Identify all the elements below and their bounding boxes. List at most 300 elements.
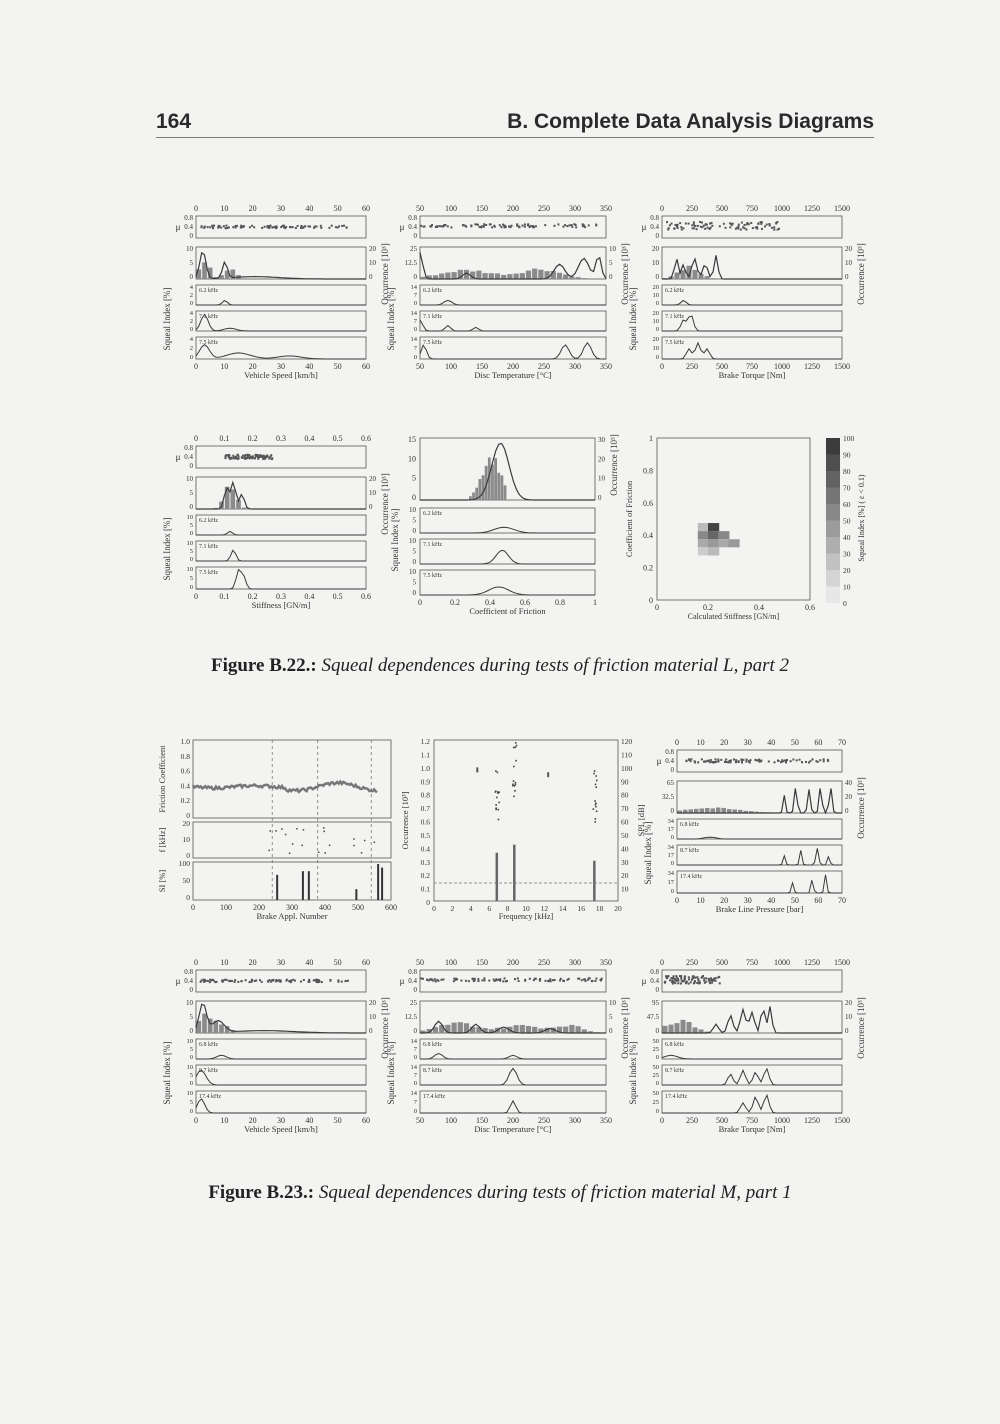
b23-spectrum-xtick: 10 [522,904,530,913]
b23-time-tick: 0 [186,851,190,860]
b23-time-si-spike [302,871,304,900]
b23-speed-mu-tick: 0.4 [184,977,193,985]
b22-speed-strip-frame [196,337,366,359]
b22-torque-mu-point [737,226,739,228]
b23-pressure-mu-point [694,760,696,762]
b23-time-si-spike [377,864,379,900]
b22-torque-mu-point [685,223,687,225]
b22-stiffness-mu-point [247,455,249,457]
b22-speed-bottom-tick: 0 [194,362,198,371]
b23-pressure-si-tick: 0 [670,807,674,815]
b22-temp-ylabel-right: Occurrence [10³] [620,243,630,305]
b23-torque-mu-point [705,981,707,983]
b23-speed-mode-line [196,1099,366,1113]
b23-speed-hist-bar [219,1024,224,1033]
b23-time-xlabel: Brake Appl. Number [256,911,328,921]
b23-pressure-mode-tick: 0 [670,888,674,895]
b23-pressure-ylabel: Squeal Index [%] [643,821,653,885]
b22-friction-hist-bar [491,465,494,500]
b23-spectrum-ytick-left: 0.3 [420,857,430,867]
b23-temp-hist-bar [576,1026,581,1033]
b22-torque-mu-point [696,228,698,230]
b23-pressure-top-tick: 0 [675,738,679,747]
b22-torque-top-tick: 1250 [804,204,820,213]
b23-speed-si-tick: 5 [189,1013,193,1021]
b23-torque-mu-tick: 0 [655,986,659,994]
b23-speed-mu-point [267,981,269,983]
b22-stiffness-mu-point [228,454,230,456]
b22-temp-mu-point [420,225,422,227]
b23-speed-top-tick: 50 [333,958,342,967]
b22-torque-mu-point [757,222,759,224]
b23-speed-mu-point [202,979,204,981]
b22-friction-si-tick: 15 [408,435,416,444]
b22-torque-mu-point [703,225,705,227]
b22-torque-mu-point [667,228,669,230]
b23-temp-top-tick: 350 [600,958,612,967]
b23-speed-mode-line [196,1055,366,1059]
b23-pressure-mu-point [778,760,780,762]
b22-temp-mu-point [464,225,466,227]
b23-pressure-top-tick: 40 [767,738,776,747]
b22-stiffness-mu-point [232,455,234,457]
b23-time-freq-point [268,850,270,852]
b22-torque-mu-point [735,228,737,230]
b23-spectrum-xtick: 20 [614,904,622,913]
b23-temp-bottom-tick: 250 [538,1116,550,1125]
b23-spectrum-ytick-left: 1.2 [420,737,430,746]
b23-pressure-mu-point [735,759,737,761]
b22-friction-ylabel: Squeal Index [%] [390,508,400,572]
b22-torque-mu-point [706,227,708,229]
b23-torque-mu-point [698,982,700,984]
b23-pressure-mu-point [815,760,817,762]
b23-torque-mu-point [666,976,668,978]
b22-heatmap-colorbar-tick: 100 [843,434,855,443]
b22-heatmap-cell [708,531,719,539]
b23-temp-hist-bar [563,1027,568,1033]
b22-torque-mu-point [706,224,708,226]
b23-pressure-mu-point [823,758,825,760]
b23-time-tick: 20 [182,819,190,828]
b22-temp-hist-bar [476,271,481,279]
b23-torque-mu-point [677,978,679,980]
b23-pressure-mu-point [717,759,719,761]
b23-time-mu-trace [193,782,377,793]
b22-torque-mu-point [725,227,727,229]
b22-torque-top-tick: 0 [660,204,664,213]
b22-heatmap-colorbar-cell [826,504,840,521]
b22-stiffness-mu-point [271,458,273,460]
b22-temp-mode-tick: 0 [413,354,417,361]
b23-pressure-si-tick: 65 [667,779,674,787]
b23-time-bottom-tick: 500 [352,903,364,912]
b22-temp-mode-tick: 0 [413,326,417,333]
b23-torque-count-tick: 20 [845,999,852,1007]
b22-heatmap-colorbar-tick: 20 [843,566,851,575]
b23-torque-mu-point [713,979,715,981]
b23-time-freq-point [329,845,331,847]
b22-speed-mu-point [280,226,282,228]
b22-stiffness-mu-point [234,456,236,458]
b23-spectrum-xtick: 4 [468,904,473,913]
b22-stiffness-mu-label: μ [175,452,181,462]
b22-friction-hist-bar [482,475,485,500]
b23-pressure-mu-point [801,761,803,763]
b23-time-freq-point [275,830,277,832]
b23-spectrum-ytick-left: 0.4 [420,844,430,854]
page-number: 164 [156,110,192,133]
b23-speed-mu-point [294,980,296,982]
b22-temp-mu-point [532,225,534,227]
b22-temp-mu-point [430,226,432,228]
b23-speed-mu-point [207,980,209,982]
b22-temp-mu-point [554,225,556,227]
b22-torque-bottom-tick: 0 [660,362,664,371]
b22-torque-mu-point [750,222,752,224]
b23-temp-mu-point [442,978,444,980]
b23-temp-mu-point [460,980,462,982]
b22-temp-mu-point [439,225,441,227]
b22-speed-mu-point [207,226,209,228]
b22-temp-hist-bar [514,274,519,279]
b23-pressure-mu-point [812,758,814,760]
b22-torque-mu-point [748,223,750,225]
b22-speed-strip-frame [196,247,366,279]
b23-temp-mode-tick: 7 [413,1072,417,1079]
b22-temp-mu-point [470,225,472,227]
b23-spectrum-spl-point [515,782,517,784]
b22-temp-mu-point [442,225,444,227]
b23-torque-mu-point [669,979,671,981]
b23-temp-bottom-tick: 350 [600,1116,612,1125]
b23-pressure-bottom-tick: 60 [814,896,823,905]
b23-speed-mode-tick: 0 [189,1080,193,1087]
b23-speed-si-tick: 0 [189,1027,193,1035]
b22-temp-mu-point [422,226,424,228]
b23-speed-bottom-tick: 50 [333,1116,342,1125]
b23-pressure-mu-point [690,758,692,760]
b23-pressure-mode-label: 17.4 kHz [680,874,702,880]
b22-temp-hist-bar [495,273,500,279]
b22-torque-mu-point [711,225,713,227]
b22-heatmap-xtick: 0 [655,603,659,612]
b22-temp-mu-label: μ [399,222,405,232]
b23-temp-hist-bar [458,1022,463,1033]
b23-pressure-strip-frame [677,845,842,865]
b23-torque-count-tick: 0 [845,1027,849,1035]
b22-torque-strip-frame [662,285,842,305]
b23-spectrum-ytick-right: 10 [621,884,629,894]
b22-heatmap-colorbar-tick: 80 [843,467,851,476]
b22-stiffness-mode-tick: 0 [189,530,193,537]
b22-speed-mode-tick: 2 [189,292,193,299]
b23-speed-bottom-tick: 10 [220,1116,229,1125]
b22-heatmap-cell [728,539,739,547]
b23-speed-mu-point [249,981,251,983]
b23-torque-ylabel: Squeal Index [%] [628,1041,638,1105]
b23-torque-strip-frame [662,1065,842,1085]
b23-temp-bottom-tick: 50 [416,1116,424,1125]
b22-temp-mu-point [499,224,501,226]
b22-torque-mu-point [766,224,768,226]
b22-torque-mode-line [662,343,842,359]
b23-torque-mu-point [674,979,676,981]
b23-temp-mode-tick: 0 [413,1054,417,1061]
b22-friction-si-tick: 0 [412,493,416,502]
b23-temp-mu-point [518,980,520,982]
b22-speed-mode-label: 6.2 kHz [199,288,218,294]
b22-torque-mode-label: 6.2 kHz [665,288,684,294]
b22-torque-xlabel: Brake Torque [Nm] [718,370,786,380]
b22-torque-mu-point [711,222,713,224]
b23-torque-mode-tick: 0 [655,1080,659,1087]
b23-pressure-hist-bar [694,809,699,813]
b22-friction-si-line [420,444,595,501]
b22-heatmap-colorbar-cell [826,537,840,554]
b22-temp-mu-point [474,223,476,225]
b22-friction-xlabel: Coefficient of Friction [469,606,546,616]
b22-torque-count-tick: 0 [845,273,849,281]
b23-temp-hist-bar [520,1025,525,1033]
b22-heatmap-colorbar-tick: 60 [843,500,851,509]
b23-speed-top-tick: 60 [362,958,370,967]
b22-friction-mode-tick: 0 [412,589,416,597]
b23-torque-ylabel-right: Occurrence [10³] [856,997,866,1059]
b22-friction-mode-label: 7.1 kHz [423,542,442,548]
b22-stiffness-mu-point [225,457,227,459]
b23-spectrum-ytick-left: 0.8 [420,790,430,800]
b23-pressure-mu-point [790,760,792,762]
b22-heatmap-ytick: 0 [649,596,653,605]
b23-spectrum-spl-point [514,790,516,792]
b23-spectrum-xtick: 2 [450,904,455,913]
b23-torque-mu-point [719,982,721,984]
b23-torque-mode-tick: 50 [652,1064,659,1071]
b22-torque-top-tick: 500 [716,204,728,213]
b23-speed-mu-point [316,980,318,982]
b23-torque-top-tick: 1250 [804,958,820,967]
b23-pressure-mu-point [703,761,705,763]
b22-speed-mu-tick: 0.8 [184,214,193,222]
b23-torque-bottom-tick: 250 [686,1116,698,1125]
b22-stiffness-mu-point [260,456,262,458]
b23-temp-mu-point [563,980,565,982]
b22-speed-bottom-tick: 30 [277,362,285,371]
b22-torque-mu-point [694,225,696,227]
b23-spectrum-spl-point [516,745,518,747]
b22-stiffness-mode-tick: 10 [186,514,193,521]
b22-stiffness-count-tick: 0 [369,503,373,511]
b23-pressure-mu-point [713,761,715,763]
b23-torque-si-tick: 95 [652,999,659,1007]
b23-torque-mode-tick: 25 [652,1099,659,1106]
b23-spectrum-ytick-right: 30 [621,857,629,867]
b23-speed-mode-tick: 0 [189,1108,193,1115]
b22-torque-mu-point [741,222,743,224]
b23-speed-ylabel-right: Occurrence [10³] [380,997,390,1059]
b22-torque-mu-point [723,223,725,225]
b23-torque-mode-tick: 50 [652,1090,659,1097]
b22-torque-mu-point [676,224,678,226]
figure-b22-number: Figure B.22.: [210,655,317,676]
b23-spectrum-occurrence-bar [496,853,499,901]
b22-friction-mode-tick: 10 [409,506,416,514]
b23-pressure-mu-point [714,758,716,760]
b22-heatmap-colorbar-label: Squeal Index [%] ( ε < 0.1) [857,474,866,562]
b23-pressure-mu-point [757,760,759,762]
b23-speed-xlabel: Vehicle Speed [km/h] [244,1124,318,1134]
b22-speed-mu-point [212,227,214,229]
b23-temp-mode-line [420,1101,606,1113]
b23-temp-mu-point [577,978,579,980]
b23-spectrum-spl-point [595,786,597,788]
b23-speed-mu-point [255,979,257,981]
b22-stiffness-mu-point [257,455,259,457]
b22-stiffness-top-tick: 0 [194,434,198,443]
b23-spectrum-spl-point [497,772,499,774]
b23-spectrum-spl-point [595,784,597,786]
b23-pressure-mu-point [756,759,758,761]
b23-torque-top-tick: 1500 [834,958,850,967]
b22-speed-top-tick: 10 [220,204,229,213]
b22-torque-si-tick: 20 [652,245,659,253]
b22-speed-bottom-tick: 60 [362,362,370,371]
b22-temp-top-tick: 250 [538,204,550,213]
b22-speed-mu-point [251,225,253,227]
b23-time-tick: 0 [186,893,190,902]
b22-temp-bottom-tick: 100 [445,362,457,371]
b22-friction-mode-frame [420,570,595,595]
b23-pressure-mu-point [819,759,821,761]
b23-temp-mu-point [472,978,474,980]
b23-pressure-mode-line [677,848,842,865]
b23-speed-mu-point [288,980,290,982]
b23-spectrum-spl-point [476,767,478,772]
b22-friction-mode-tick: 0 [412,527,416,535]
b23-temp-strip-frame [420,1039,606,1059]
b23-pressure-count-tick: 40 [845,779,852,787]
b22-friction-count-tick: 0 [598,494,602,502]
b22-temp-mu-point [568,224,570,226]
b23-speed-mu-point [237,981,239,983]
b22-temp-mu-point [516,223,518,225]
b22-torque-mu-point [737,228,739,230]
b22-speed-xlabel: Vehicle Speed [km/h] [244,370,318,380]
b22-torque-mode-tick: 20 [652,284,659,291]
b23-spectrum-frame [434,740,618,901]
b23-pressure-mu-point [796,759,798,761]
b23-temp-mu-point [426,979,428,981]
b23-spectrum-spl-point [595,806,597,808]
b22-speed-mu-point [289,226,291,228]
b22-speed-mu-point [331,225,333,227]
b22-temp-top-tick: 300 [569,204,581,213]
b22-torque-mode-tick: 0 [655,300,659,307]
b22-torque-mu-point [761,228,763,230]
b23-temp-mu-point [600,979,602,981]
b23-temp-si-tick: 25 [410,999,417,1007]
b22-speed-strip-frame [196,285,366,305]
b22-torque-mode-tick: 0 [655,354,659,361]
b23-speed-top-tick: 10 [220,958,229,967]
b22-stiffness-mode-tick: 5 [189,548,193,555]
b23-speed-bottom-tick: 30 [277,1116,285,1125]
b23-temp-mu-point [550,980,552,982]
b22-stiffness-top-tick: 0.1 [219,434,230,443]
b22-temp-mu-point [511,225,513,227]
b22-stiffness-mu-point [242,457,244,459]
b23-pressure-mu-point [738,760,740,762]
b23-temp-mu-point [539,980,541,982]
b23-pressure-mu-label: μ [656,756,662,766]
b22-temp-mu-point [582,224,584,226]
b23-speed-mu-point [261,981,263,983]
b22-stiffness-top-tick: 0.6 [361,434,371,443]
b22-speed-mode-line [196,345,366,359]
b23-speed-mu-point [200,981,202,983]
b22-torque-mode-tick: 20 [652,310,659,317]
b22-speed-mode-tick: 4 [189,284,193,291]
b22-friction-bottom-tick: 1 [593,598,597,607]
b22-temp-mode-line [420,320,606,331]
b23-torque-hist-bar [693,1027,698,1033]
b22-torque-mu-point [691,224,693,226]
b22-speed-mu-point [309,226,311,228]
b23-pressure-mu-point [745,761,747,763]
b22-temp-mu-point [485,224,487,226]
b22-temp-mu-point [483,226,485,228]
b22-stiffness-mu-point [268,457,270,459]
b22-heatmap-colorbar-tick: 50 [843,516,851,526]
b23-temp-bottom-tick: 200 [507,1116,519,1125]
b22-torque-hist-bar [693,270,698,279]
b23-pressure-mu-point [718,760,720,762]
b23-time-freq-point [323,831,325,833]
b23-torque-mu-point [685,982,687,984]
b22-torque-mode-tick: 20 [652,336,659,343]
b22-temp-mu-point [524,226,526,228]
b23-speed-mu-point [226,979,228,981]
b23-torque-bottom-tick: 0 [660,1116,664,1125]
b22-temp-mu-point [502,224,504,226]
b22-torque-hist-bar [681,270,686,279]
b23-speed-bottom-tick: 40 [305,1116,314,1125]
b23-temp-mode-tick: 14 [410,1038,417,1045]
b22-temp-hist-bar [445,273,450,279]
b23-speed-mu-point [318,981,320,983]
b22-heatmap-colorbar-tick: 10 [843,582,851,592]
b22-temp-bottom-tick: 300 [569,362,581,371]
b23-speed-mu-point [259,979,261,981]
b23-spectrum-ytick-right: 100 [621,763,633,773]
b22-speed-mode-line [196,301,366,306]
b23-speed-bottom-tick: 20 [248,1116,257,1125]
b23-spectrum-spl-point [497,809,499,811]
b23-pressure-mu-point [746,759,748,761]
b22-speed-top-tick: 50 [333,204,342,213]
b22-heatmap-cell [708,523,719,531]
b22-stiffness-strip-frame [196,567,366,589]
b23-spectrum-xlabel: Frequency [kHz] [498,912,554,921]
b22-speed-count-tick: 20 [369,245,376,253]
b23-pressure-mode-tick: 17 [667,879,674,886]
b23-temp-mu-point [583,978,585,980]
b22-speed-mu-tick: 0 [189,232,193,240]
b22-heatmap-colorbar-cell [826,587,840,604]
b23-spectrum-ytick-right: 90 [621,777,629,787]
b22-speed-mu-point [270,225,272,227]
